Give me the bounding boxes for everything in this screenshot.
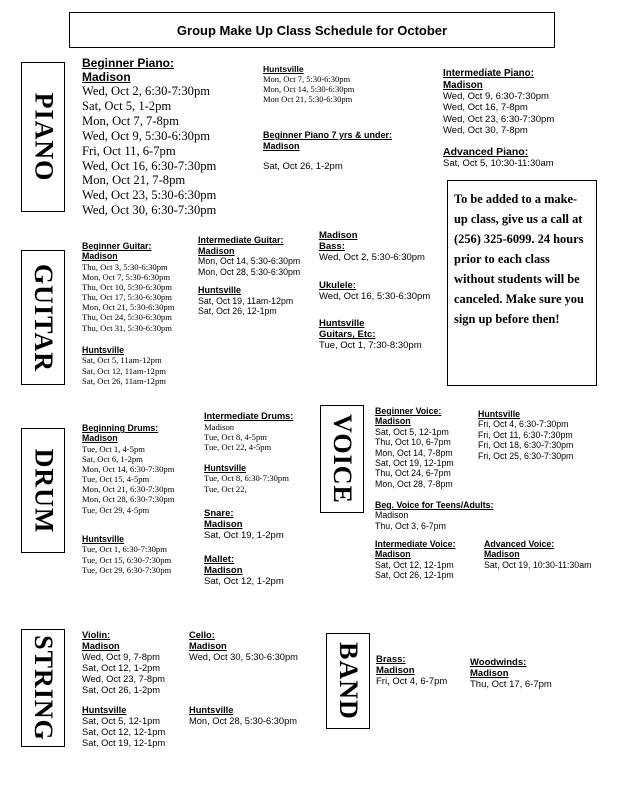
schedule-line: Sat, Oct 12, 12-1pm	[82, 726, 166, 737]
block-heading: Intermediate Piano:	[443, 68, 534, 79]
voice-beginner-block	[375, 406, 454, 489]
schedule-line: Mon, Oct 14, 7-8pm	[375, 447, 453, 458]
schedule-line: Thu, Oct 10, 6-7pm	[375, 437, 451, 448]
schedule-line	[263, 151, 392, 161]
schedule-line: Thu, Oct 31, 5:30-6:30pm	[82, 322, 172, 333]
section-label-band: BAND	[326, 633, 370, 729]
schedule-line: Sat, Oct 19, 12-1pm	[375, 457, 454, 468]
schedule-line: Tue, Oct 29, 6:30-7:30pm	[82, 564, 172, 575]
section-label-guitar: GUITAR	[21, 250, 65, 385]
block-heading: Madison	[82, 640, 120, 651]
block-heading: Woodwinds:	[470, 657, 527, 668]
cello-huntsville-block	[189, 705, 297, 727]
schedule-line: Sat, Oct 12, 1-2pm	[82, 662, 161, 673]
mallet-block	[204, 554, 284, 588]
block-heading: Intermediate Drums:	[204, 411, 294, 421]
schedule-line: Sat, Oct 26, 12-1pm	[375, 570, 454, 581]
block-heading: Beginner Guitar:	[82, 241, 152, 251]
schedule-line: Madison	[375, 510, 409, 521]
schedule-line: Madison	[204, 421, 235, 432]
schedule-line: Sat, Oct 5, 11am-12pm	[82, 355, 162, 366]
guitar-beginner-huntsville-block	[82, 345, 166, 386]
signup-note: To be added to a make-up class, give us a call at (256) 325-6099. 24 hours prior to each class without students will be canceled. Make sure you sign up before then!	[447, 180, 597, 386]
voice-advanced-block	[484, 539, 591, 570]
schedule-line: Sat, Oct 19, 11am-12pm	[198, 295, 294, 306]
schedule-line: Sat, Oct 5, 12-1pm	[375, 426, 449, 437]
schedule-line: Wed, Oct 9, 5:30-6:30pm	[82, 128, 211, 143]
block-heading: Madison	[319, 230, 358, 241]
schedule-line: Tue, Oct 15, 6:30-7:30pm	[82, 554, 172, 565]
block-heading: Huntsville	[82, 534, 125, 544]
schedule-line: Sat, Oct 5, 12-1pm	[82, 715, 161, 726]
schedule-line: Wed, Oct 16, 5:30-6:30pm	[319, 291, 431, 303]
schedule-line: Thu, Oct 24, 6-7pm	[375, 468, 451, 479]
schedule-line: Thu, Oct 3, 5:30-6:30pm	[82, 261, 168, 272]
schedule-line: Mon Oct 21, 5:30-6:30pm	[263, 94, 353, 105]
block-heading: Madison	[375, 416, 411, 427]
piano-intermediate-block	[443, 68, 554, 136]
block-heading: Huntsville	[478, 409, 521, 419]
schedule-line: Fri, Oct 4, 6-7pm	[376, 676, 448, 688]
schedule-line: Mon, Oct 7, 5:30-6:30pm	[82, 271, 171, 282]
schedule-line: Wed, Oct 30, 5:30-6:30pm	[189, 651, 298, 662]
schedule-line: Sat, Oct 19, 10:30-11:30am	[484, 559, 592, 570]
block-heading: Madison	[82, 251, 118, 262]
piano-under7-block	[263, 130, 392, 172]
block-heading: Madison	[189, 640, 227, 651]
block-heading: Huntsville	[189, 705, 234, 715]
schedule-line: Fri, Oct 4, 6:30-7:30pm	[478, 419, 569, 430]
bass-block	[319, 230, 425, 264]
section-label-drum: DRUM	[21, 428, 65, 553]
schedule-line: Mon, Oct 28, 6:30-7:30pm	[82, 494, 175, 505]
schedule-line: Sat, Oct 12, 11am-12pm	[82, 365, 166, 376]
block-heading: Huntsville	[82, 345, 125, 355]
snare-block	[204, 508, 284, 542]
block-heading: Intermediate Voice:	[375, 539, 456, 549]
block-heading: Madison	[204, 519, 243, 531]
schedule-line: Wed, Oct 16, 6:30-7:30pm	[82, 158, 217, 173]
piano-advanced-block	[443, 146, 554, 170]
schedule-line: Mon, Oct 14, 6:30-7:30pm	[82, 464, 175, 475]
schedule-line: Sat, Oct 12, 12-1pm	[375, 559, 454, 570]
schedule-line: Tue, Oct 1, 4-5pm	[82, 443, 145, 454]
block-heading: Advanced Piano:	[443, 146, 529, 158]
block-heading: Ukulele:	[319, 280, 356, 291]
schedule-line: Fri, Oct 25, 6:30-7:30pm	[478, 450, 574, 461]
schedule-line: Tue, Oct 22,	[204, 483, 247, 494]
section-label-piano: PIANO	[21, 62, 65, 212]
schedule-line: Tue, Oct 1, 6:30-7:30pm	[82, 544, 167, 555]
block-heading: Madison	[198, 245, 235, 256]
block-heading: Violin:	[82, 630, 111, 640]
schedule-line: Mon, Oct 7, 7-8pm	[82, 114, 179, 129]
violin-block	[82, 630, 165, 696]
schedule-line: Mon, Oct 21, 7-8pm	[82, 173, 186, 188]
ukulele-block	[319, 280, 430, 302]
piano-huntsville-block	[263, 64, 354, 104]
schedule-line: Wed, Oct 2, 5:30-6:30pm	[319, 252, 425, 264]
block-heading: Madison	[82, 433, 118, 444]
drum-intermediate-block	[204, 411, 293, 452]
schedule-line: Fri, Oct 18, 6:30-7:30pm	[478, 440, 574, 451]
violin-huntsville-block	[82, 705, 165, 749]
block-heading: Intermediate Guitar:	[198, 235, 284, 245]
schedule-line: Tue, Oct 22, 4-5pm	[204, 442, 272, 453]
schedule-line: Mon, Oct 28, 5:30-6:30pm	[198, 266, 301, 277]
block-heading: Madison	[204, 565, 243, 577]
schedule-line: Sat, Oct 19, 1-2pm	[204, 530, 284, 542]
guitar-intermediate-huntsville-block	[198, 285, 293, 316]
schedule-line: Thu, Oct 24, 5:30-6:30pm	[82, 312, 172, 323]
schedule-line: Sat, Oct 26, 12-1pm	[198, 305, 277, 316]
guitar-intermediate-block	[198, 235, 300, 277]
schedule-line: Sat, Oct 26, 11am-12pm	[82, 375, 166, 386]
drum-beginner-huntsville-block	[82, 534, 171, 575]
section-label-voice: VOICE	[320, 405, 364, 513]
block-heading: Brass:	[376, 654, 406, 665]
schedule-line: Mon, Oct 21, 5:30-6:30pm	[82, 302, 175, 313]
schedule-line: Thu, Oct 10, 5:30-6:30pm	[82, 282, 172, 293]
schedule-line: Mon, Oct 28, 7-8pm	[375, 478, 453, 489]
block-heading: Madison	[443, 79, 483, 91]
schedule-line: Mon, Oct 14, 5:30-6:30pm	[198, 256, 301, 267]
block-heading: Cello:	[189, 630, 215, 640]
schedule-line: Mon, Oct 14, 5:30-6:30pm	[263, 84, 355, 95]
block-heading: Advanced Voice:	[484, 539, 555, 549]
schedule-line: Wed, Oct 2, 6:30-7:30pm	[82, 84, 211, 99]
block-heading: Huntsville	[263, 64, 304, 74]
schedule-line: Sat, Oct 6, 1-2pm	[82, 453, 143, 464]
schedule-line: Sat, Oct 5, 1-2pm	[82, 99, 172, 114]
block-heading: Huntsville	[198, 285, 242, 295]
schedule-line: Thu, Oct 17, 6-7pm	[470, 679, 552, 691]
block-heading: Madison	[82, 70, 131, 85]
voice-intermediate-block	[375, 539, 456, 581]
block-heading: Huntsville	[82, 705, 127, 715]
schedule-line: Sat, Oct 5, 10:30-11:30am	[443, 158, 554, 170]
schedule-line: Sat, Oct 19, 12-1pm	[82, 737, 166, 748]
block-heading: Madison	[263, 140, 300, 151]
schedule-line: Sat, Oct 12, 1-2pm	[204, 576, 284, 588]
schedule-line: Fri, Oct 11, 6-7pm	[82, 143, 176, 158]
block-heading: Beg. Voice for Teens/Adults:	[375, 500, 494, 510]
schedule-line: Thu, Oct 17, 5:30-6:30pm	[82, 292, 172, 303]
block-heading: Huntsville	[319, 318, 365, 329]
schedule-line: Tue, Oct 1, 7:30-8:30pm	[319, 340, 422, 352]
block-heading: Snare:	[204, 508, 234, 519]
schedule-line: Tue, Oct 15, 4-5pm	[82, 474, 150, 485]
page-title: Group Make Up Class Schedule for October	[69, 12, 555, 48]
block-heading: Bass:	[319, 241, 345, 253]
schedule-line: Wed, Oct 23, 6:30-7:30pm	[443, 113, 555, 125]
voice-teens-block	[375, 500, 493, 531]
block-heading: Huntsville	[204, 463, 247, 473]
schedule-line: Tue, Oct 8, 4-5pm	[204, 432, 267, 442]
block-heading: Madison	[376, 665, 415, 677]
block-heading: Madison	[470, 668, 509, 680]
schedule-line: Tue, Oct 29, 4-5pm	[82, 504, 150, 515]
schedule-line: Wed, Oct 23, 5:30-6:30pm	[82, 188, 217, 203]
piano-beginner-block	[82, 56, 216, 218]
schedule-line: Sat, Oct 26, 1-2pm	[263, 160, 343, 172]
block-heading: Beginner Piano:	[82, 56, 175, 70]
brass-block	[376, 654, 447, 688]
schedule-line: Wed, Oct 9, 6:30-7:30pm	[443, 91, 549, 103]
schedule-line: Mon, Oct 28, 5:30-6:30pm	[189, 715, 298, 726]
cello-block	[189, 630, 298, 663]
drum-intermediate-huntsville-block	[204, 463, 289, 494]
schedule-line: Tue, Oct 8, 6:30-7:30pm	[204, 473, 289, 484]
block-heading: Beginner Piano 7 yrs & under:	[263, 130, 393, 140]
schedule-line: Mon, Oct 21, 6:30-7:30pm	[82, 484, 175, 495]
block-heading: Madison	[375, 549, 411, 560]
drum-beginner-block	[82, 423, 174, 515]
block-heading: Madison	[484, 549, 520, 560]
schedule-line: Thu, Oct 3, 6-7pm	[375, 520, 446, 531]
schedule-line: Fri, Oct 11, 6:30-7:30pm	[478, 429, 573, 440]
block-heading: Guitars, Etc:	[319, 329, 376, 341]
schedule-line: Wed, Oct 30, 6:30-7:30pm	[82, 203, 217, 218]
woodwinds-block	[470, 657, 552, 691]
schedule-line: Sat, Oct 26, 1-2pm	[82, 684, 161, 695]
block-heading: Mallet:	[204, 554, 235, 565]
schedule-line: Wed, Oct 9, 7-8pm	[82, 651, 160, 662]
schedule-line: Wed, Oct 16, 7-8pm	[443, 102, 528, 114]
block-heading: Beginner Voice:	[375, 406, 442, 416]
guitars-etc-block	[319, 318, 422, 352]
voice-huntsville-block	[478, 409, 573, 461]
block-heading: Beginning Drums:	[82, 423, 159, 433]
schedule-line: Wed, Oct 23, 7-8pm	[82, 673, 166, 684]
schedule-line: Mon, Oct 7, 5:30-6:30pm	[263, 74, 351, 85]
guitar-beginner-block	[82, 241, 174, 333]
section-label-string: STRING	[21, 629, 65, 747]
schedule-line: Wed, Oct 30, 7-8pm	[443, 124, 528, 136]
